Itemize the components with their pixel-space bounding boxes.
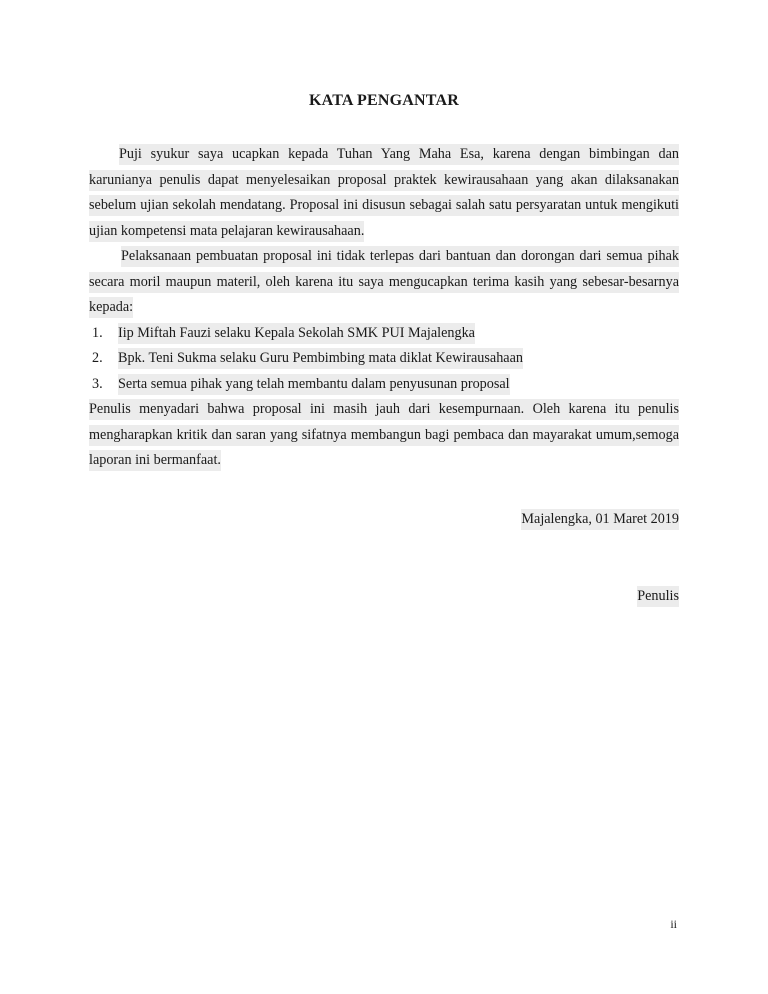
gratitude-paragraph: [89, 244, 679, 321]
place-date-text: Majalengka, 01 Maret 2019: [521, 509, 679, 530]
closing-paragraph-text: Penulis menyadari bahwa proposal ini masih jauh dari kesempurnaan. Oleh karena itu penulis mengharapkan kritik dan saran yang sifatnya membangun bagi pembaca dan mayarakat umum,semoga laporan ini bermanfaat.: [89, 399, 679, 471]
list-item-text: Iip Miftah Fauzi selaku Kepala Sekolah SMK PUI Majalengka: [118, 323, 475, 344]
signature: [637, 586, 679, 606]
list-item-text: Bpk. Teni Sukma selaku Guru Pembimbing mata diklat Kewirausahaan: [118, 348, 523, 369]
list-item-number: 1.: [92, 324, 103, 341]
page-title: KATA PENGANTAR: [309, 92, 459, 109]
list-item-number: 3.: [92, 375, 103, 392]
signature-text: Penulis: [637, 586, 679, 607]
list-item: [89, 372, 679, 398]
document-body: [89, 142, 679, 474]
gratitude-paragraph-text: Pelaksanaan pembuatan proposal ini tidak terlepas dari bantuan dan dorongan dari semua pihak secara moril maupun materil, oleh karena itu saya mengucapkan terima kasih yang sebesar-besarnya kepada:: [89, 246, 679, 318]
place-date: [521, 509, 679, 529]
list-item: [89, 321, 679, 347]
list-item-number: 2.: [92, 350, 103, 366]
thanks-list: [89, 321, 679, 398]
opening-paragraph: [89, 142, 679, 244]
opening-paragraph-text: Puji syukur saya ucapkan kepada Tuhan Yang Maha Esa, karena dengan bimbingan dan karunianya penulis dapat menyelesaikan proposal praktek kewirausahaan yang akan dilaksanakan sebelum ujian sekolah mendatang. Proposal ini disusun sebagai salah satu persyaratan untuk mengikuti ujian kompetensi mata pelajaran kewirausahaan.: [89, 144, 679, 242]
page-number: ii: [670, 917, 677, 931]
list-item: [89, 346, 679, 372]
closing-paragraph: [89, 397, 679, 474]
list-item-text: Serta semua pihak yang telah membantu dalam penyusunan proposal: [118, 374, 510, 395]
